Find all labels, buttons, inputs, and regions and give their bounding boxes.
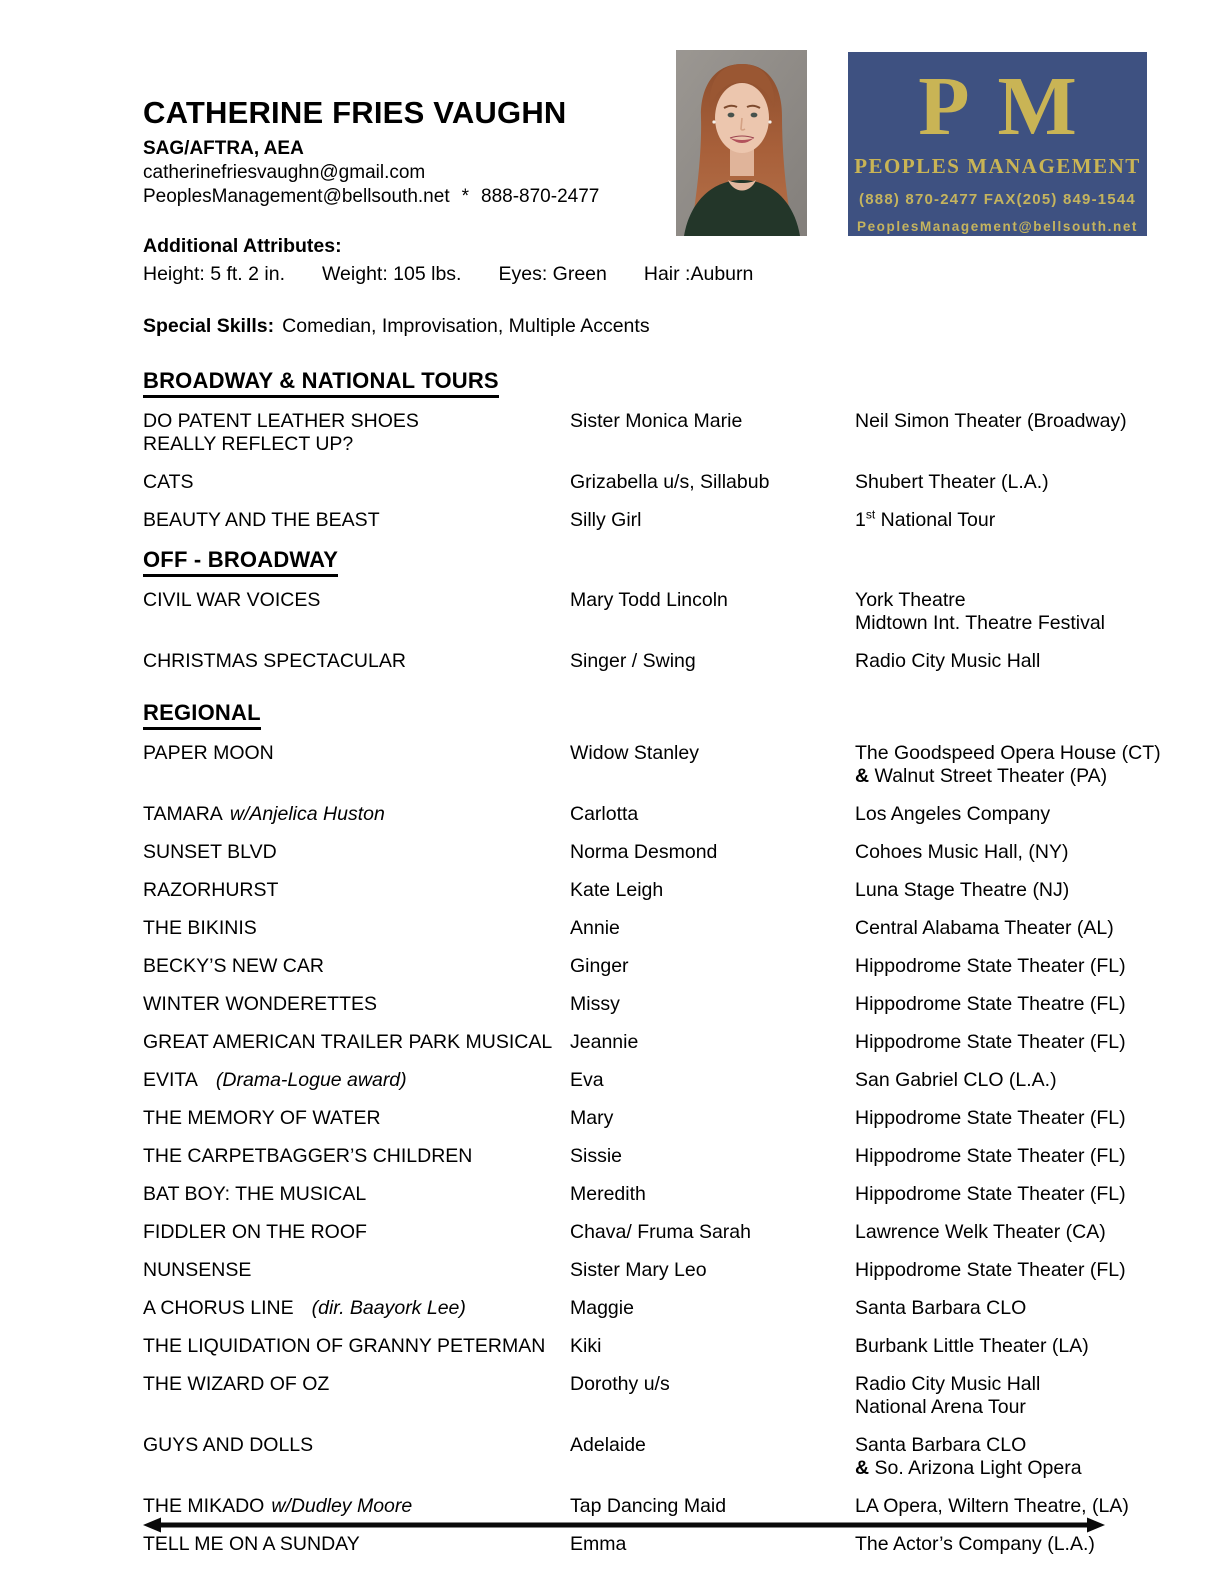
credit-title: A CHORUS LINE (dir. Baayork Lee) [143, 1296, 466, 1319]
credit-venue: The Actor’s Company (L.A.) [855, 1532, 1095, 1555]
special-skills [143, 315, 1164, 338]
credit-row [143, 993, 1164, 1016]
double-arrow-icon [143, 1516, 1105, 1534]
credit-row [143, 650, 1164, 673]
credit-title: THE MEMORY OF WATER [143, 1106, 381, 1129]
credit-row [143, 1183, 1164, 1206]
section-heading: BROADWAY & NATIONAL TOURS [143, 368, 499, 398]
credit-row [143, 1297, 1164, 1320]
credit-venue: York Theatre Midtown Int. Theatre Festival [855, 588, 1105, 634]
section-heading: REGIONAL [143, 700, 261, 730]
section-heading: OFF - BROADWAY [143, 547, 338, 577]
union-affiliations: SAG/AFTRA, AEA [143, 137, 304, 159]
credit-role: Carlotta [570, 802, 639, 825]
credit-title-note: (Drama-Logue award) [215, 1068, 407, 1091]
monogram-m: M [997, 60, 1077, 153]
credit-venue: Hippodrome State Theater (FL) [855, 1106, 1126, 1129]
credit-role: Ginger [570, 954, 629, 977]
credit-venue: Lawrence Welk Theater (CA) [855, 1220, 1106, 1243]
monogram-p: P [918, 60, 970, 153]
management-phone: 888-870-2477 [481, 185, 600, 207]
credit-row [143, 1107, 1164, 1130]
credit-venue: Hippodrome State Theater (FL) [855, 1182, 1126, 1205]
credit-role: Mary [570, 1106, 614, 1129]
credit-row [143, 1495, 1164, 1518]
credit-row [143, 841, 1164, 864]
agency-logo [848, 52, 1147, 236]
credit-role: Emma [570, 1532, 627, 1555]
personal-email: catherinefriesvaughn@gmail.com [143, 161, 426, 183]
section-broadway-national-tours [143, 368, 1164, 532]
attributes-values [143, 263, 1164, 286]
credit-row [143, 879, 1164, 902]
credit-venue: Shubert Theater (L.A.) [855, 470, 1049, 493]
credit-title: THE MIKADO w/Dudley Moore [143, 1494, 413, 1517]
credit-role: Dorothy u/s [570, 1372, 670, 1395]
credit-venue: Neil Simon Theater (Broadway) [855, 409, 1127, 432]
credit-title: CHRISTMAS SPECTACULAR [143, 649, 406, 672]
credit-venue: The Goodspeed Opera House (CT) & Walnut Street Theater (PA) [855, 741, 1161, 787]
credit-title: WINTER WONDERETTES [143, 992, 377, 1015]
credit-row [143, 1533, 1164, 1556]
credit-title: PAPER MOON [143, 741, 274, 764]
credit-venue: Hippodrome State Theater (FL) [855, 954, 1126, 977]
credit-venue: San Gabriel CLO (L.A.) [855, 1068, 1057, 1091]
credit-venue: Cohoes Music Hall, (NY) [855, 840, 1069, 863]
credit-role: Meredith [570, 1182, 646, 1205]
credit-role: Annie [570, 916, 620, 939]
credit-row [143, 917, 1164, 940]
page-title: CATHERINE FRIES VAUGHN [143, 95, 567, 130]
agency-monogram [848, 60, 1147, 153]
agency-email: PeoplesManagement@bellsouth.net [856, 219, 1139, 234]
section-rows [143, 742, 1164, 1556]
credit-title: GUYS AND DOLLS [143, 1433, 314, 1456]
credit-role: Chava/ Fruma Sarah [570, 1220, 751, 1243]
section-rows [143, 589, 1164, 673]
credit-role: Maggie [570, 1296, 634, 1319]
credit-row [143, 1069, 1164, 1092]
credit-role: Adelaide [570, 1433, 646, 1456]
credit-row [143, 742, 1164, 788]
attributes-label: Additional Attributes: [143, 234, 342, 257]
credit-venue: Burbank Little Theater (LA) [855, 1334, 1089, 1357]
credit-role: Grizabella u/s, Sillabub [570, 470, 770, 493]
agency-name: PEOPLES MANAGEMENT [854, 154, 1141, 178]
credit-role: Singer / Swing [570, 649, 696, 672]
credit-row [143, 1373, 1164, 1419]
credit-title: THE WIZARD OF OZ [143, 1372, 330, 1395]
credit-row [143, 1434, 1164, 1480]
credit-row [143, 509, 1164, 532]
credit-venue: Central Alabama Theater (AL) [855, 916, 1114, 939]
credit-role: Sissie [570, 1144, 623, 1167]
credits-sections [143, 368, 1164, 1556]
attribute-eyes: Eyes: Green [498, 262, 607, 285]
credit-venue: Radio City Music Hall National Arena Tour [855, 1372, 1041, 1418]
headshot-illustration [676, 50, 807, 236]
attribute-weight: Weight: 105 lbs. [322, 262, 462, 285]
attribute-hair: Hair :Auburn [643, 262, 754, 285]
credit-role: Mary Todd Lincoln [570, 588, 728, 611]
credit-title: BAT BOY: THE MUSICAL [143, 1182, 367, 1205]
credit-title: CIVIL WAR VOICES [143, 588, 321, 611]
credit-venue: Los Angeles Company [855, 802, 1051, 825]
credit-title: BECKY’S NEW CAR [143, 954, 324, 977]
section-rows [143, 410, 1164, 532]
credit-title: THE BIKINIS [143, 916, 257, 939]
credit-venue: Hippodrome State Theater (FL) [855, 1030, 1126, 1053]
credit-title: GREAT AMERICAN TRAILER PARK MUSICAL [143, 1030, 553, 1053]
credit-row [143, 803, 1164, 826]
credit-venue: Hippodrome State Theater (FL) [855, 1144, 1126, 1167]
credit-venue: Luna Stage Theatre (NJ) [855, 878, 1070, 901]
credit-venue: Santa Barbara CLO [855, 1296, 1027, 1319]
credit-role: Jeannie [570, 1030, 639, 1053]
credit-row [143, 1145, 1164, 1168]
credit-row [143, 955, 1164, 978]
credit-role: Eva [570, 1068, 604, 1091]
credit-row [143, 1031, 1164, 1054]
skills-label: Special Skills: [143, 314, 275, 337]
credit-role: Norma Desmond [570, 840, 718, 863]
additional-attributes [143, 235, 1164, 286]
skills-value: Comedian, Improvisation, Multiple Accents [282, 314, 650, 337]
credit-title-note: w/Dudley Moore [271, 1494, 413, 1517]
contact-separator: * [461, 185, 470, 207]
credit-title: EVITA (Drama-Logue award) [143, 1068, 407, 1091]
credit-row [143, 1221, 1164, 1244]
section-regional [143, 700, 1164, 1556]
credit-venue: Hippodrome State Theater (FL) [855, 1258, 1126, 1281]
credit-role: Widow Stanley [570, 741, 699, 764]
credit-title: DO PATENT LEATHER SHOES REALLY REFLECT UP? [143, 409, 419, 455]
credit-title: SUNSET BLVD [143, 840, 277, 863]
management-email: PeoplesManagement@bellsouth.net [143, 185, 450, 207]
credit-row [143, 589, 1164, 635]
credit-title: RAZORHURST [143, 878, 279, 901]
credit-row [143, 471, 1164, 494]
credit-title: FIDDLER ON THE ROOF [143, 1220, 367, 1243]
headshot-photo [676, 50, 807, 236]
credit-venue: Santa Barbara CLO & So. Arizona Light Opera [855, 1433, 1082, 1479]
credit-role: Kate Leigh [570, 878, 664, 901]
credit-venue: Hippodrome State Theatre (FL) [855, 992, 1126, 1015]
credit-venue: LA Opera, Wiltern Theatre, (LA) [855, 1494, 1129, 1517]
credit-role: Sister Mary Leo [570, 1258, 707, 1281]
credit-venue: 1st National Tour [855, 507, 996, 531]
attribute-height: Height: 5 ft. 2 in. [143, 262, 285, 285]
credit-title: NUNSENSE [143, 1258, 252, 1281]
credit-title: BEAUTY AND THE BEAST [143, 508, 380, 531]
credit-title: THE LIQUIDATION OF GRANNY PETERMAN [143, 1334, 546, 1357]
credit-row [143, 1259, 1164, 1282]
credit-role: Silly Girl [570, 508, 642, 531]
credit-title-note: (dir. Baayork Lee) [311, 1296, 466, 1319]
credit-title-note: w/Anjelica Huston [229, 802, 385, 825]
credit-title: TELL ME ON A SUNDAY [143, 1532, 360, 1555]
credit-title: THE CARPETBAGGER’S CHILDREN [143, 1144, 473, 1167]
section-off-broadway [143, 547, 1164, 673]
credit-venue: Radio City Music Hall [855, 649, 1041, 672]
credit-role: Missy [570, 992, 620, 1015]
credit-role: Kiki [570, 1334, 602, 1357]
credit-row [143, 1335, 1164, 1358]
agency-phone-fax: (888) 870-2477 FAX(205) 849-1544 [859, 191, 1136, 208]
credit-row [143, 410, 1164, 456]
credit-title: TAMARA w/Anjelica Huston [143, 802, 385, 825]
credit-title: CATS [143, 470, 194, 493]
credit-role: Tap Dancing Maid [570, 1494, 727, 1517]
credit-role: Sister Monica Marie [570, 409, 743, 432]
